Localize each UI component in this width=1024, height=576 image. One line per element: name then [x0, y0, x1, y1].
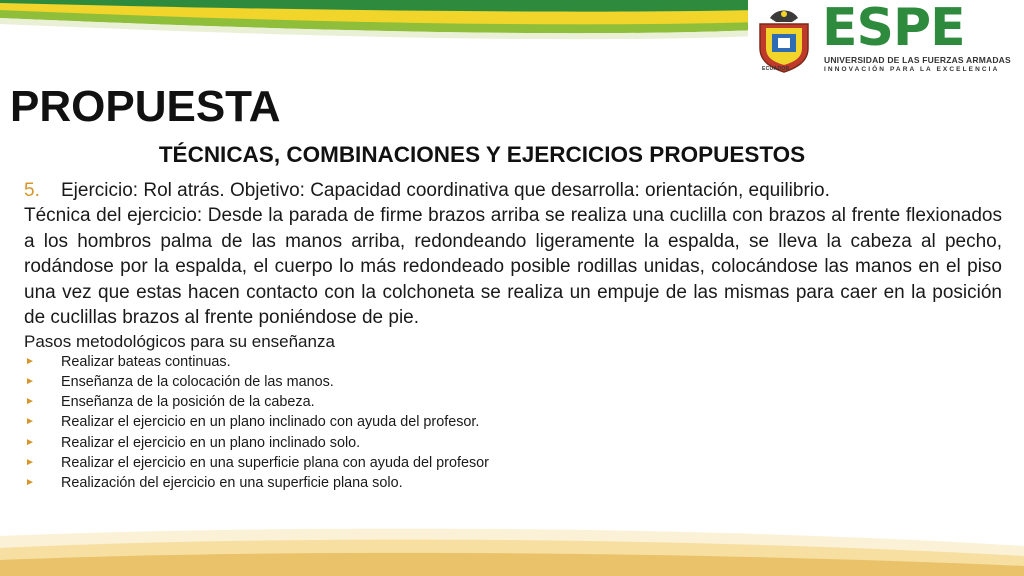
list-item-label: Realizar el ejercicio en un plano inclinado con ayuda del profesor. — [61, 414, 480, 431]
crest-caption: ECUADOR — [762, 66, 790, 72]
bullet-arrow-icon: ► — [25, 375, 35, 387]
university-crest-icon — [752, 4, 816, 74]
list-item-label: Realizar el ejercicio en una superficie plana con ayuda del profesor — [61, 454, 489, 471]
espe-wordmark: ESPE — [822, 0, 965, 58]
exercise-item — [24, 178, 1002, 203]
item-text: Ejercicio: Rol atrás. Objetivo: Capacidad coordinativa que desarrolla: orientación, equilibrio. — [61, 180, 830, 201]
university-name: UNIVERSIDAD DE LAS FUERZAS ARMADAS — [824, 55, 1011, 65]
list-item — [24, 392, 1002, 412]
footer-decorative-band — [0, 516, 1024, 576]
list-item — [24, 412, 1002, 432]
bullet-arrow-icon: ► — [25, 477, 35, 489]
list-item-label: Enseñanza de la colocación de las manos. — [61, 373, 334, 390]
steps-list — [24, 352, 1002, 494]
bullet-arrow-icon: ► — [25, 416, 35, 428]
item-number: 5. — [24, 180, 40, 201]
list-item — [24, 453, 1002, 473]
bullet-arrow-icon: ► — [25, 436, 35, 448]
list-item — [24, 352, 1002, 372]
bullet-arrow-icon: ► — [25, 396, 35, 408]
list-item — [24, 372, 1002, 392]
slide-content — [24, 178, 1002, 494]
university-motto: INNOVACIÓN PARA LA EXCELENCIA — [824, 66, 1000, 73]
list-item-label: Realizar bateas continuas. — [61, 353, 231, 370]
steps-heading: Pasos metodológicos para su enseñanza — [24, 331, 335, 351]
page-subtitle: TÉCNICAS, COMBINACIONES Y EJERCICIOS PROPUESTOS — [158, 142, 806, 167]
bullet-arrow-icon: ► — [25, 355, 35, 367]
espe-logo — [748, 0, 1024, 78]
list-item-label: Realización del ejercicio en una superficie plana solo. — [61, 475, 403, 492]
list-item — [24, 433, 1002, 453]
bullet-arrow-icon: ► — [25, 456, 35, 468]
technique-paragraph: Técnica del ejercicio: Desde la parada de firme brazos arriba se realiza una cuclilla con brazos al frente flexionados a los hombros palma de las manos arriba, redondeando ligeramente la espalda, se lleva la cabeza al pecho, rodándose por la espalda, el cuerpo lo más redondeado posible rodillas unidas, colocándose las manos en el piso una vez que estas hacen contacto con la colchoneta se realiza un empuje de las mismas para caer en la posición de cuclillas brazos al frente poniéndose de pie. — [24, 205, 1002, 328]
list-item-label: Enseñanza de la posición de la cabeza. — [61, 394, 315, 411]
page-title: PROPUESTA — [10, 82, 281, 131]
list-item-label: Realizar el ejercicio en un plano inclinado solo. — [61, 434, 361, 451]
list-item — [24, 473, 1002, 493]
